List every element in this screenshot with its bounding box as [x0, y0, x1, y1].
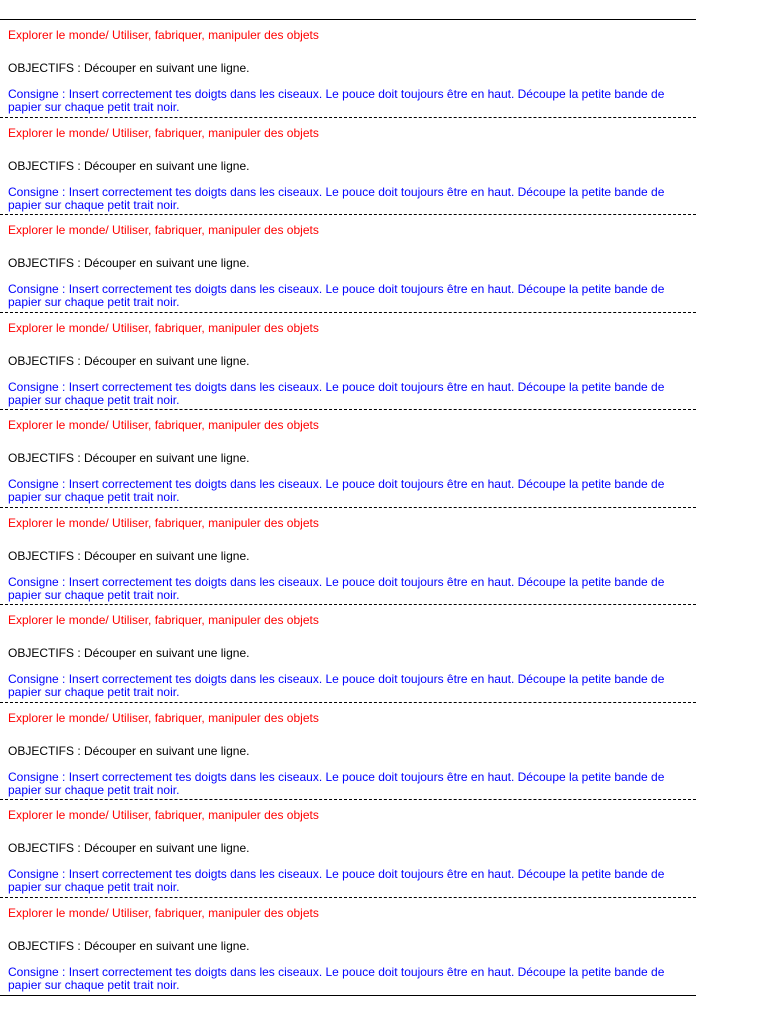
cut-strip: [0, 313, 696, 411]
cut-strip: [0, 800, 696, 898]
objective-text: OBJECTIFS : Découper en suivant une ligne.: [8, 61, 250, 75]
objective-text: OBJECTIFS : Découper en suivant une ligne.: [8, 646, 250, 660]
domain-heading: Explorer le monde/ Utiliser, fabriquer, manipuler des objets: [8, 125, 319, 140]
cut-strip: [0, 703, 696, 801]
cut-strip: [0, 410, 696, 508]
objective-text: OBJECTIFS : Découper en suivant une ligne.: [8, 451, 250, 465]
objective-text: OBJECTIFS : Découper en suivant une ligne.: [8, 841, 250, 855]
objective-text: OBJECTIFS : Découper en suivant une ligne.: [8, 548, 250, 563]
cut-strip: [0, 215, 696, 313]
instruction-text: Consigne : Insert correctement tes doigts dans les ciseaux. Le pouce doit toujours être en haut. Découpe la petite bande de papier sur chaque petit trait noir.: [8, 282, 665, 309]
instruction-text: Consigne : Insert correctement tes doigts dans les ciseaux. Le pouce doit toujours être en haut. Découpe la petite bande de papier sur chaque petit trait noir.: [8, 964, 665, 992]
cut-strip: [0, 898, 696, 996]
objective-text: OBJECTIFS : Découper en suivant une ligne.: [8, 938, 250, 953]
domain-heading: Explorer le monde/ Utiliser, fabriquer, manipuler des objets: [8, 418, 319, 432]
instruction-text: Consigne : Insert correctement tes doigts dans les ciseaux. Le pouce doit toujours être en haut. Découpe la petite bande de papier sur chaque petit trait noir.: [8, 574, 665, 602]
cut-strip: [0, 605, 696, 703]
domain-heading: Explorer le monde/ Utiliser, fabriquer, manipuler des objets: [8, 808, 319, 822]
instruction-text: Consigne : Insert correctement tes doigts dans les ciseaux. Le pouce doit toujours être en haut. Découpe la petite bande de papier sur chaque petit trait noir.: [8, 184, 665, 212]
instruction-text: Consigne : Insert correctement tes doigts dans les ciseaux. Le pouce doit toujours être en haut. Découpe la petite bande de papier sur chaque petit trait noir.: [8, 769, 665, 797]
domain-heading: Explorer le monde/ Utiliser, fabriquer, manipuler des objets: [8, 515, 319, 530]
cut-strip: [0, 508, 696, 606]
domain-heading: Explorer le monde/ Utiliser, fabriquer, manipuler des objets: [8, 320, 319, 335]
worksheet: [0, 19, 696, 996]
instruction-text: Consigne : Insert correctement tes doigts dans les ciseaux. Le pouce doit toujours être en haut. Découpe la petite bande de papier sur chaque petit trait noir.: [8, 672, 665, 699]
objective-text: OBJECTIFS : Découper en suivant une ligne.: [8, 256, 250, 270]
objective-text: OBJECTIFS : Découper en suivant une ligne.: [8, 158, 250, 173]
instruction-text: Consigne : Insert correctement tes doigts dans les ciseaux. Le pouce doit toujours être en haut. Découpe la petite bande de papier sur chaque petit trait noir.: [8, 87, 665, 114]
objective-text: OBJECTIFS : Découper en suivant une ligne.: [8, 743, 250, 758]
cut-strip: [0, 20, 696, 118]
domain-heading: Explorer le monde/ Utiliser, fabriquer, manipuler des objets: [8, 905, 319, 920]
instruction-text: Consigne : Insert correctement tes doigts dans les ciseaux. Le pouce doit toujours être en haut. Découpe la petite bande de papier sur chaque petit trait noir.: [8, 867, 665, 894]
domain-heading: Explorer le monde/ Utiliser, fabriquer, manipuler des objets: [8, 710, 319, 725]
instruction-text: Consigne : Insert correctement tes doigts dans les ciseaux. Le pouce doit toujours être en haut. Découpe la petite bande de papier sur chaque petit trait noir.: [8, 379, 665, 407]
domain-heading: Explorer le monde/ Utiliser, fabriquer, manipuler des objets: [8, 28, 319, 42]
domain-heading: Explorer le monde/ Utiliser, fabriquer, manipuler des objets: [8, 223, 319, 237]
instruction-text: Consigne : Insert correctement tes doigts dans les ciseaux. Le pouce doit toujours être en haut. Découpe la petite bande de papier sur chaque petit trait noir.: [8, 477, 665, 504]
cut-strip: [0, 118, 696, 216]
domain-heading: Explorer le monde/ Utiliser, fabriquer, manipuler des objets: [8, 613, 319, 627]
objective-text: OBJECTIFS : Découper en suivant une ligne.: [8, 353, 250, 368]
